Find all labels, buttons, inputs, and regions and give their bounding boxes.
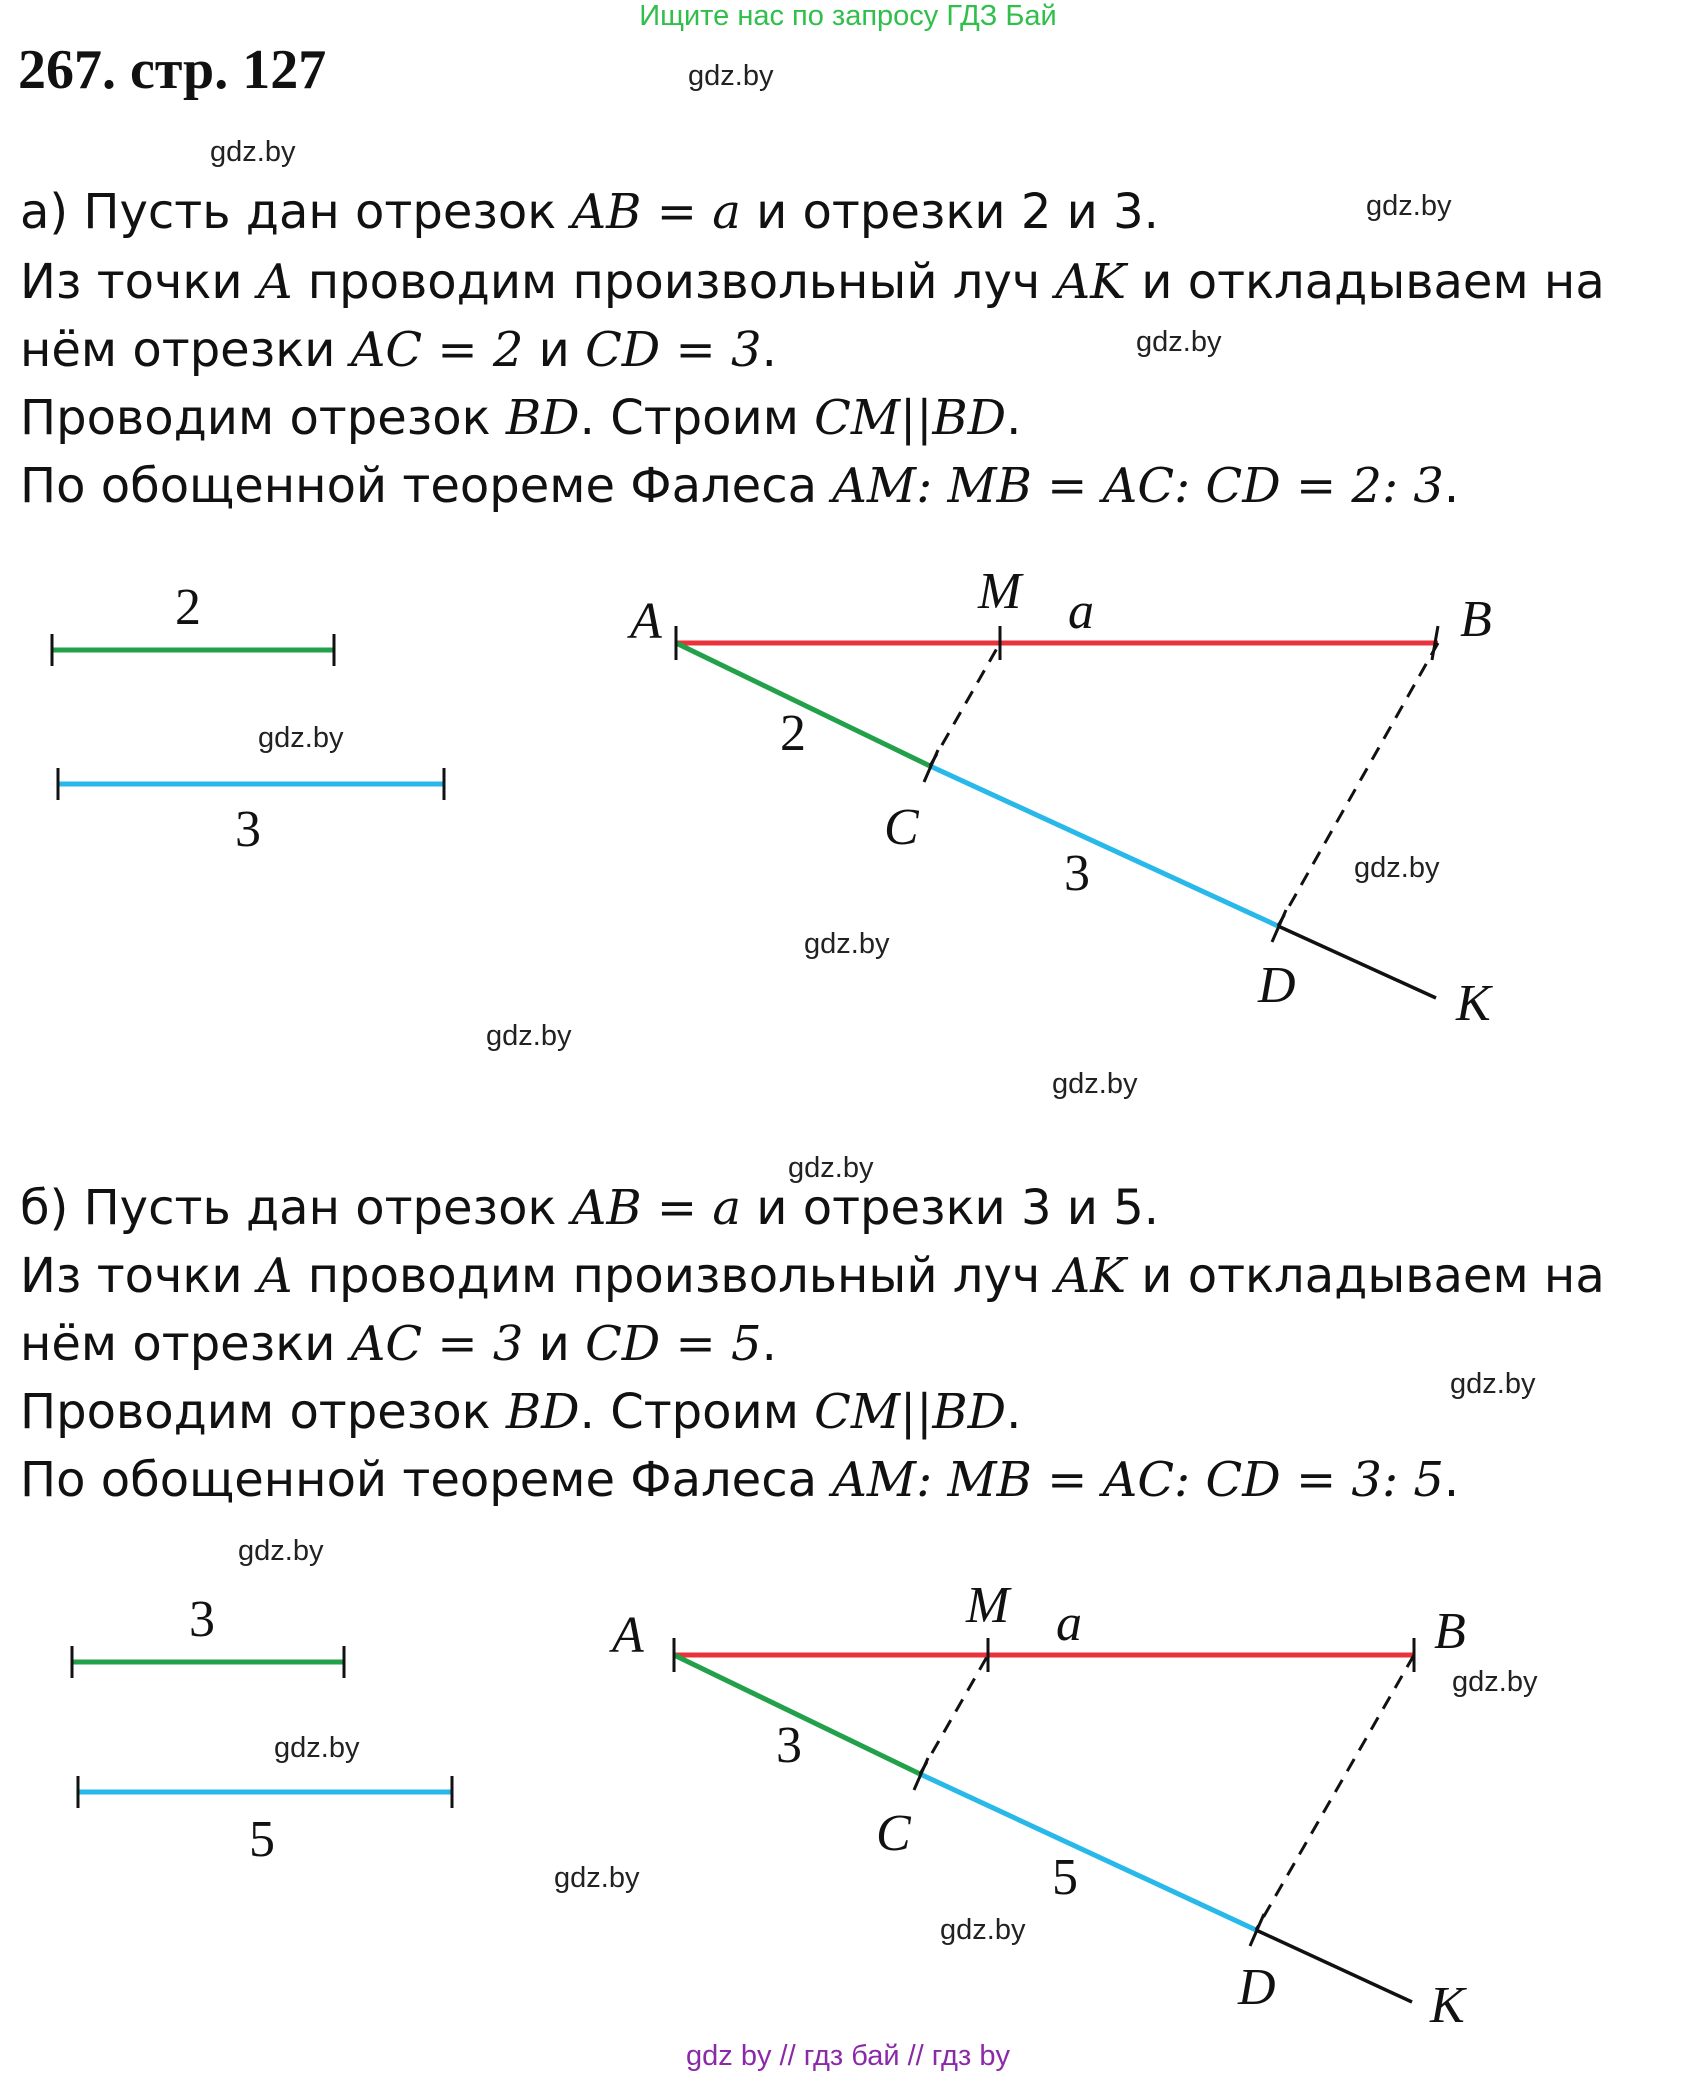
segment-cm-dashed [920, 1655, 988, 1774]
watermark: gdz.by [1052, 1068, 1138, 1100]
part-b-line-1: б) Пусть дан отрезок AB = a и отрезки 3 и 5. [20, 1180, 1160, 1236]
given-segment-green-label: 2 [175, 579, 201, 636]
segment-a-label: a [1056, 1595, 1082, 1652]
point-d-label: D [1258, 957, 1296, 1014]
part-b-line-2: Из точки A проводим произвольный луч AK и откладываем на [20, 1248, 1605, 1304]
point-c-label: C [876, 1805, 911, 1862]
watermark: gdz.by [486, 1020, 572, 1052]
point-a-label: A [612, 1607, 644, 1664]
given-segment-blue [58, 768, 444, 800]
point-a-label: A [630, 593, 662, 650]
watermark: gdz.by [1450, 1368, 1536, 1400]
cd-length-label: 5 [1052, 1849, 1078, 1906]
segment-bd-dashed [1278, 643, 1438, 926]
given-segment-blue [78, 1776, 452, 1808]
part-b-line-5: По обощенной теореме Фалеса AM: MB = AC: CD = 3: 5. [20, 1452, 1460, 1508]
part-a-figure [0, 560, 1696, 1080]
ac-length-label: 3 [776, 1717, 802, 1774]
given-segment-blue-label: 5 [249, 1811, 275, 1868]
watermark: gdz.by [258, 722, 344, 754]
segment-cm-dashed [930, 643, 1000, 766]
footer-links[interactable]: gdz by // гдз бай // гдз by [686, 2040, 1010, 2072]
given-segment-green [72, 1646, 344, 1678]
point-k-label: K [1430, 1977, 1465, 2034]
ray-dk [1256, 1930, 1412, 2002]
point-k-label: K [1456, 975, 1491, 1032]
given-segment-green [52, 634, 334, 666]
watermark: gdz.by [1452, 1666, 1538, 1698]
point-d-label: D [1238, 1959, 1276, 2016]
point-m-label: M [978, 563, 1022, 620]
segment-a-label: a [1068, 583, 1094, 640]
watermark: gdz.by [940, 1914, 1026, 1946]
search-banner[interactable]: Ищите нас по запросу ГДЗ Бай [639, 0, 1057, 32]
watermark: gdz.by [274, 1732, 360, 1764]
point-b-label: B [1434, 1603, 1466, 1660]
watermark: gdz.by [1136, 326, 1222, 358]
given-segment-green-label: 3 [189, 1591, 215, 1648]
point-b-label: B [1460, 591, 1492, 648]
part-a-line-3: нём отрезки AC = 2 и CD = 3. [20, 322, 777, 378]
page-title: 267. стр. 127 [18, 39, 327, 101]
watermark: gdz.by [238, 1535, 324, 1567]
watermark: gdz.by [688, 60, 774, 92]
ray-dk [1278, 926, 1436, 998]
ac-length-label: 2 [780, 705, 806, 762]
segment-cd [920, 1774, 1256, 1930]
watermark: gdz.by [210, 136, 296, 168]
segment-bd-dashed [1256, 1655, 1414, 1930]
point-c-label: C [884, 799, 919, 856]
watermark: gdz.by [804, 928, 890, 960]
part-b-line-4: Проводим отрезок BD. Строим CM||BD. [20, 1384, 1022, 1440]
part-b-figure [0, 1560, 1696, 2080]
given-segment-blue-label: 3 [235, 801, 261, 858]
part-a-line-2: Из точки A проводим произвольный луч AK и откладываем на [20, 254, 1605, 310]
watermark: gdz.by [788, 1152, 874, 1184]
part-a-line-1: а) Пусть дан отрезок AB = a и отрезки 2 и 3. [20, 184, 1159, 240]
part-a-line-4: Проводим отрезок BD. Строим CM||BD. [20, 390, 1022, 446]
cd-length-label: 3 [1064, 845, 1090, 902]
part-b-line-3: нём отрезки AC = 3 и CD = 5. [20, 1316, 777, 1372]
part-a-line-5: По обощенной теореме Фалеса AM: MB = AC: CD = 2: 3. [20, 458, 1460, 514]
point-m-label: M [966, 1577, 1010, 1634]
watermark: gdz.by [1354, 852, 1440, 884]
segment-cd [930, 766, 1278, 926]
watermark: gdz.by [554, 1862, 640, 1894]
watermark: gdz.by [1366, 190, 1452, 222]
